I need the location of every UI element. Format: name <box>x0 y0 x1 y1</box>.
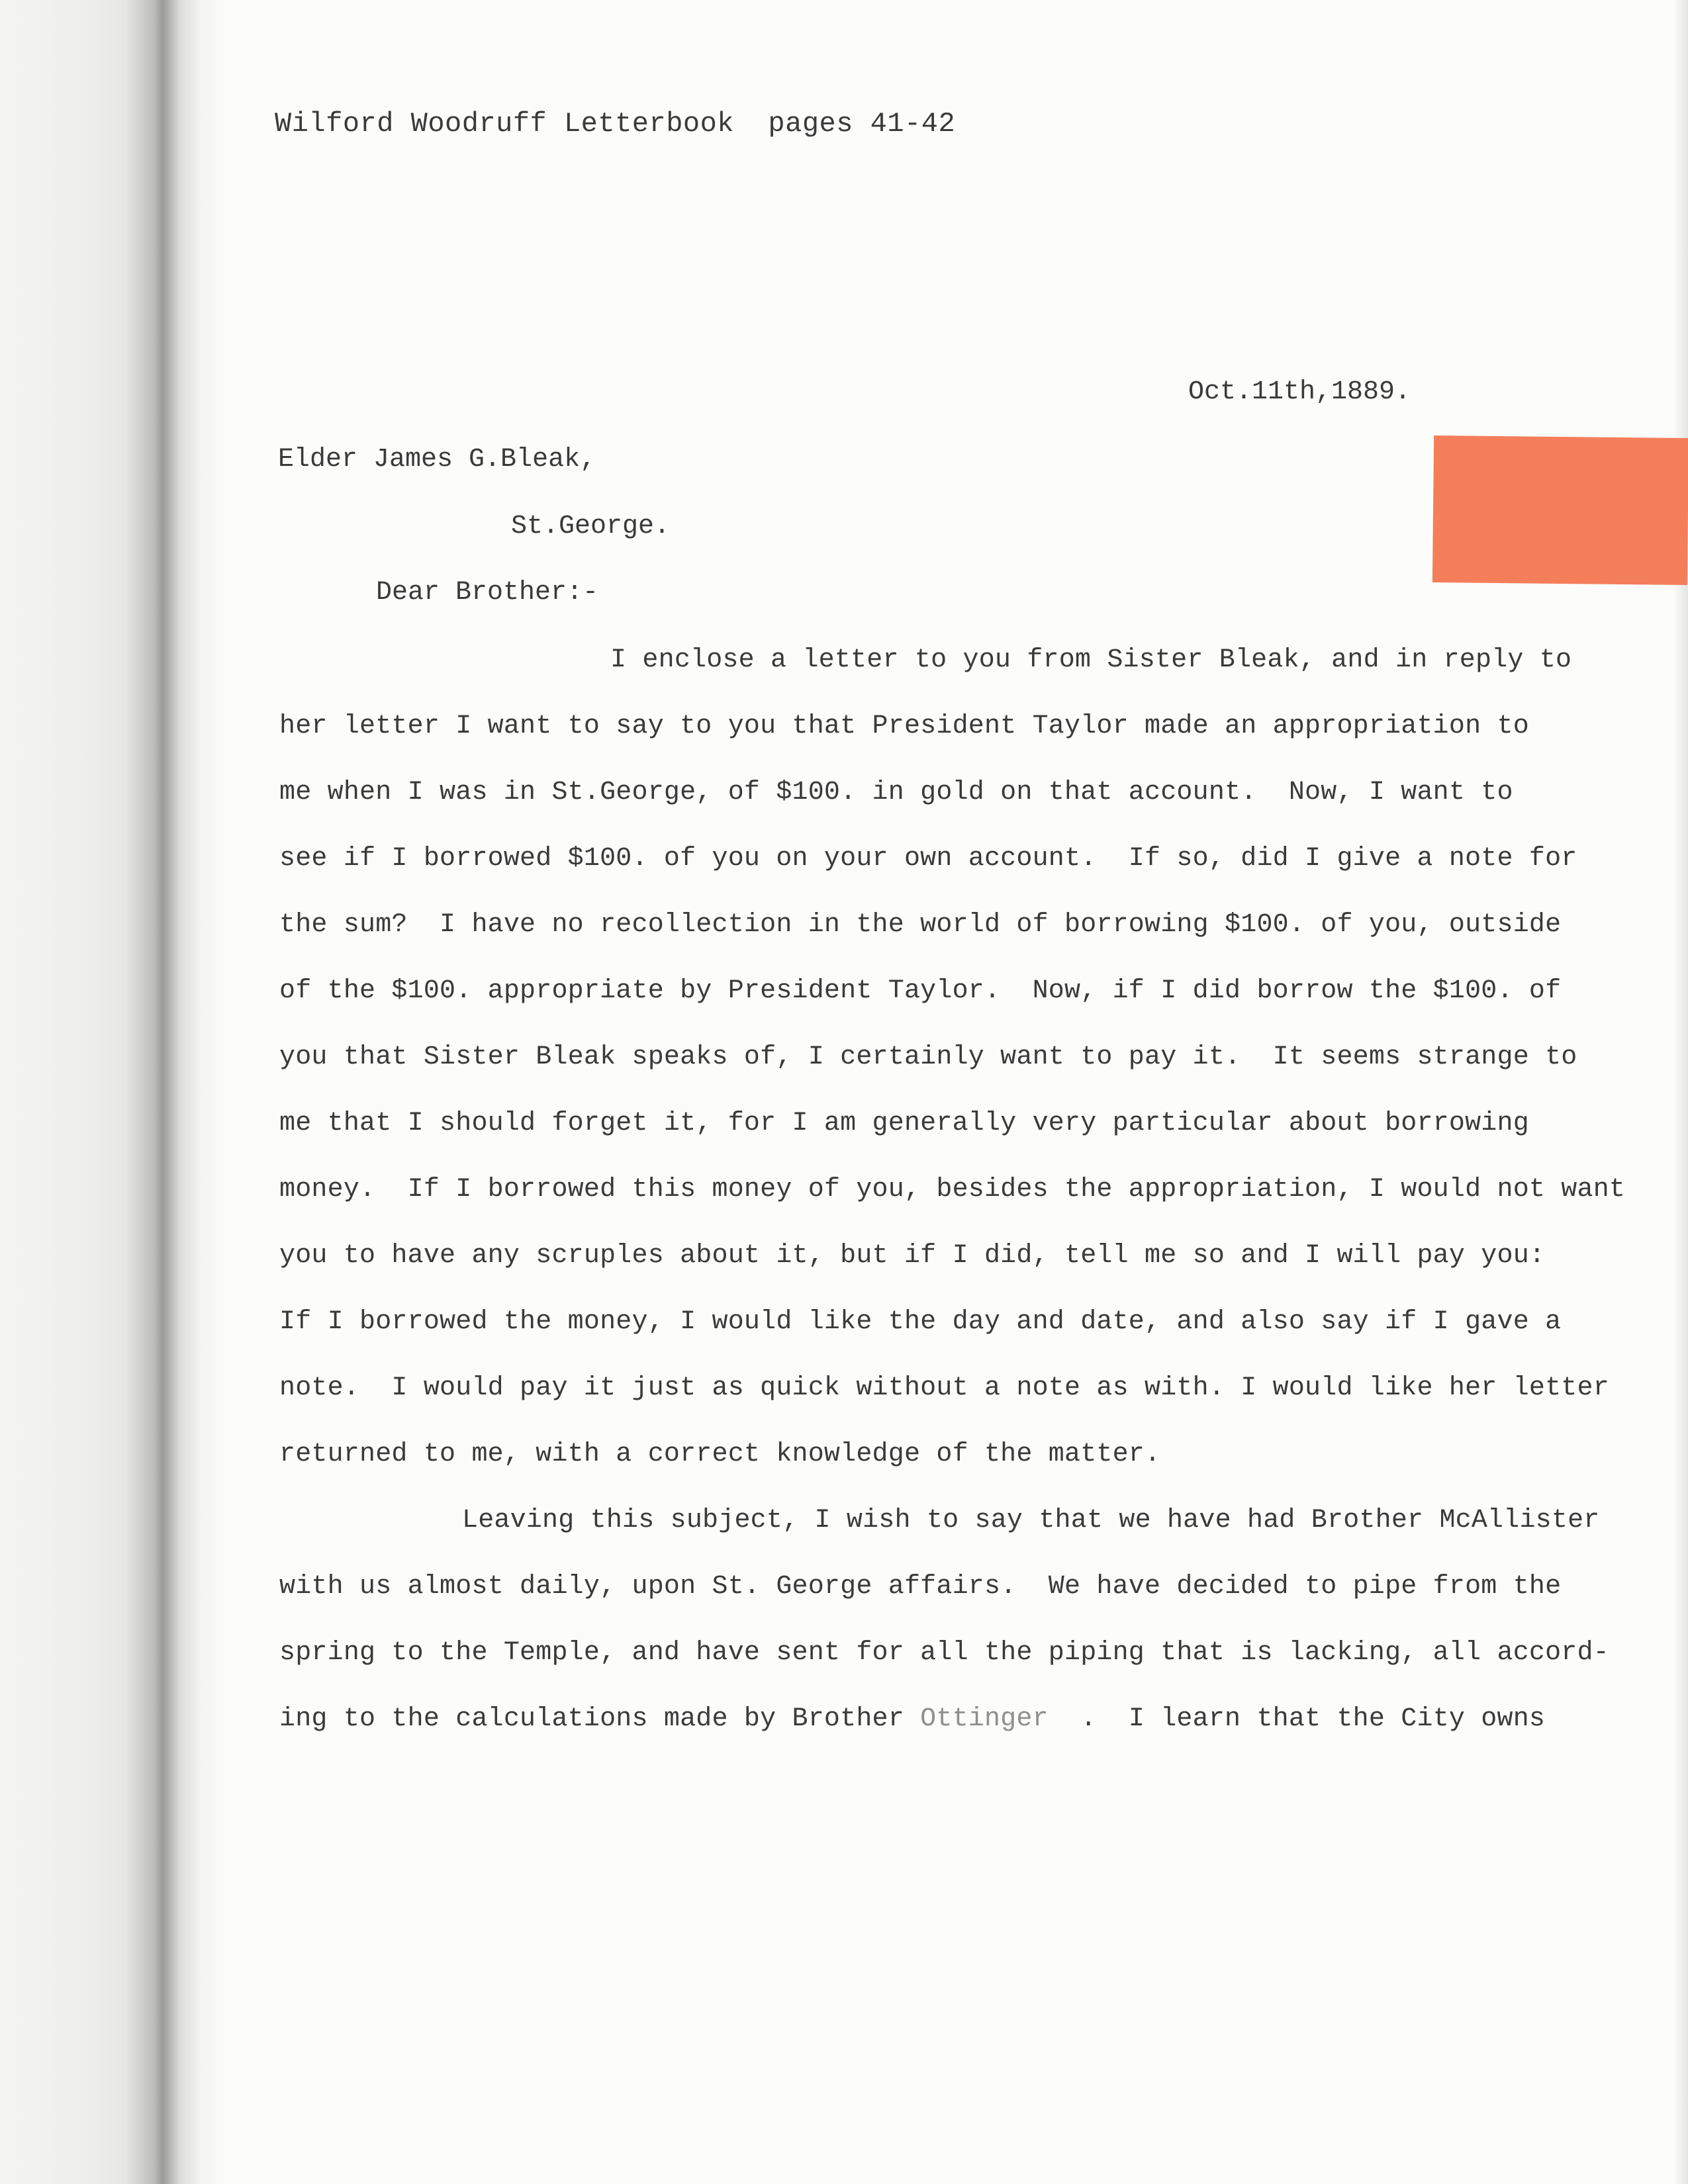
body-line: of the $100. appropriate by President Taylor. Now, if I did borrow the $100. of <box>279 976 1562 1006</box>
body-line: spring to the Temple, and have sent for all the piping that is lacking, all accord- <box>279 1638 1609 1668</box>
body-line-start: ing to the calculations made by Brother <box>279 1704 921 1734</box>
body-line: note. I would pay it just as quick without a note as with. I would like her letter <box>279 1373 1609 1403</box>
salutation: Dear Brother:- <box>376 578 599 608</box>
page-edge-shadow <box>1673 0 1688 2184</box>
orange-tab-marker <box>1432 435 1688 585</box>
addressee-place: St.George. <box>511 512 671 541</box>
letterbook-header: Wilford Woodruff Letterbook pages 41-42 <box>275 108 956 140</box>
body-line-last <box>279 1704 1545 1734</box>
body-line: her letter I want to say to you that President Taylor made an appropriation to <box>279 711 1529 741</box>
body-line: I enclose a letter to you from Sister Bleak, and in reply to <box>610 645 1572 675</box>
body-line: returned to me, with a correct knowledge of the matter. <box>279 1439 1161 1469</box>
addressee-name: Elder James G.Bleak, <box>278 445 596 475</box>
body-line: you to have any scruples about it, but if I did, tell me so and I will pay you: <box>279 1241 1546 1271</box>
inserted-name: Ottinger <box>920 1704 1049 1734</box>
body-line: money. If I borrowed this money of you, besides the appropriation, I would not want <box>279 1175 1626 1205</box>
body-line: you that Sister Bleak speaks of, I certainly want to pay it. It seems strange to <box>279 1042 1577 1072</box>
body-line: me that I should forget it, for I am generally very particular about borrowing <box>279 1109 1529 1138</box>
body-line: If I borrowed the money, I would like the day and date, and also say if I gave a <box>279 1307 1562 1337</box>
body-line: me when I was in St.George, of $100. in gold on that account. Now, I want to <box>279 778 1513 807</box>
body-line: Leaving this subject, I wish to say that we have had Brother McAllister <box>462 1506 1600 1535</box>
letter-date: Oct.11th,1889. <box>1188 377 1411 407</box>
body-line: with us almost daily, upon St. George affairs. We have decided to pipe from the <box>279 1572 1562 1602</box>
body-line-tail: . I learn that the City owns <box>1048 1704 1546 1734</box>
book-gutter-shadow <box>0 0 225 2184</box>
body-line: see if I borrowed $100. of you on your own account. If so, did I give a note for <box>279 844 1577 874</box>
body-line: the sum? I have no recollection in the world of borrowing $100. of you, outside <box>279 910 1562 940</box>
